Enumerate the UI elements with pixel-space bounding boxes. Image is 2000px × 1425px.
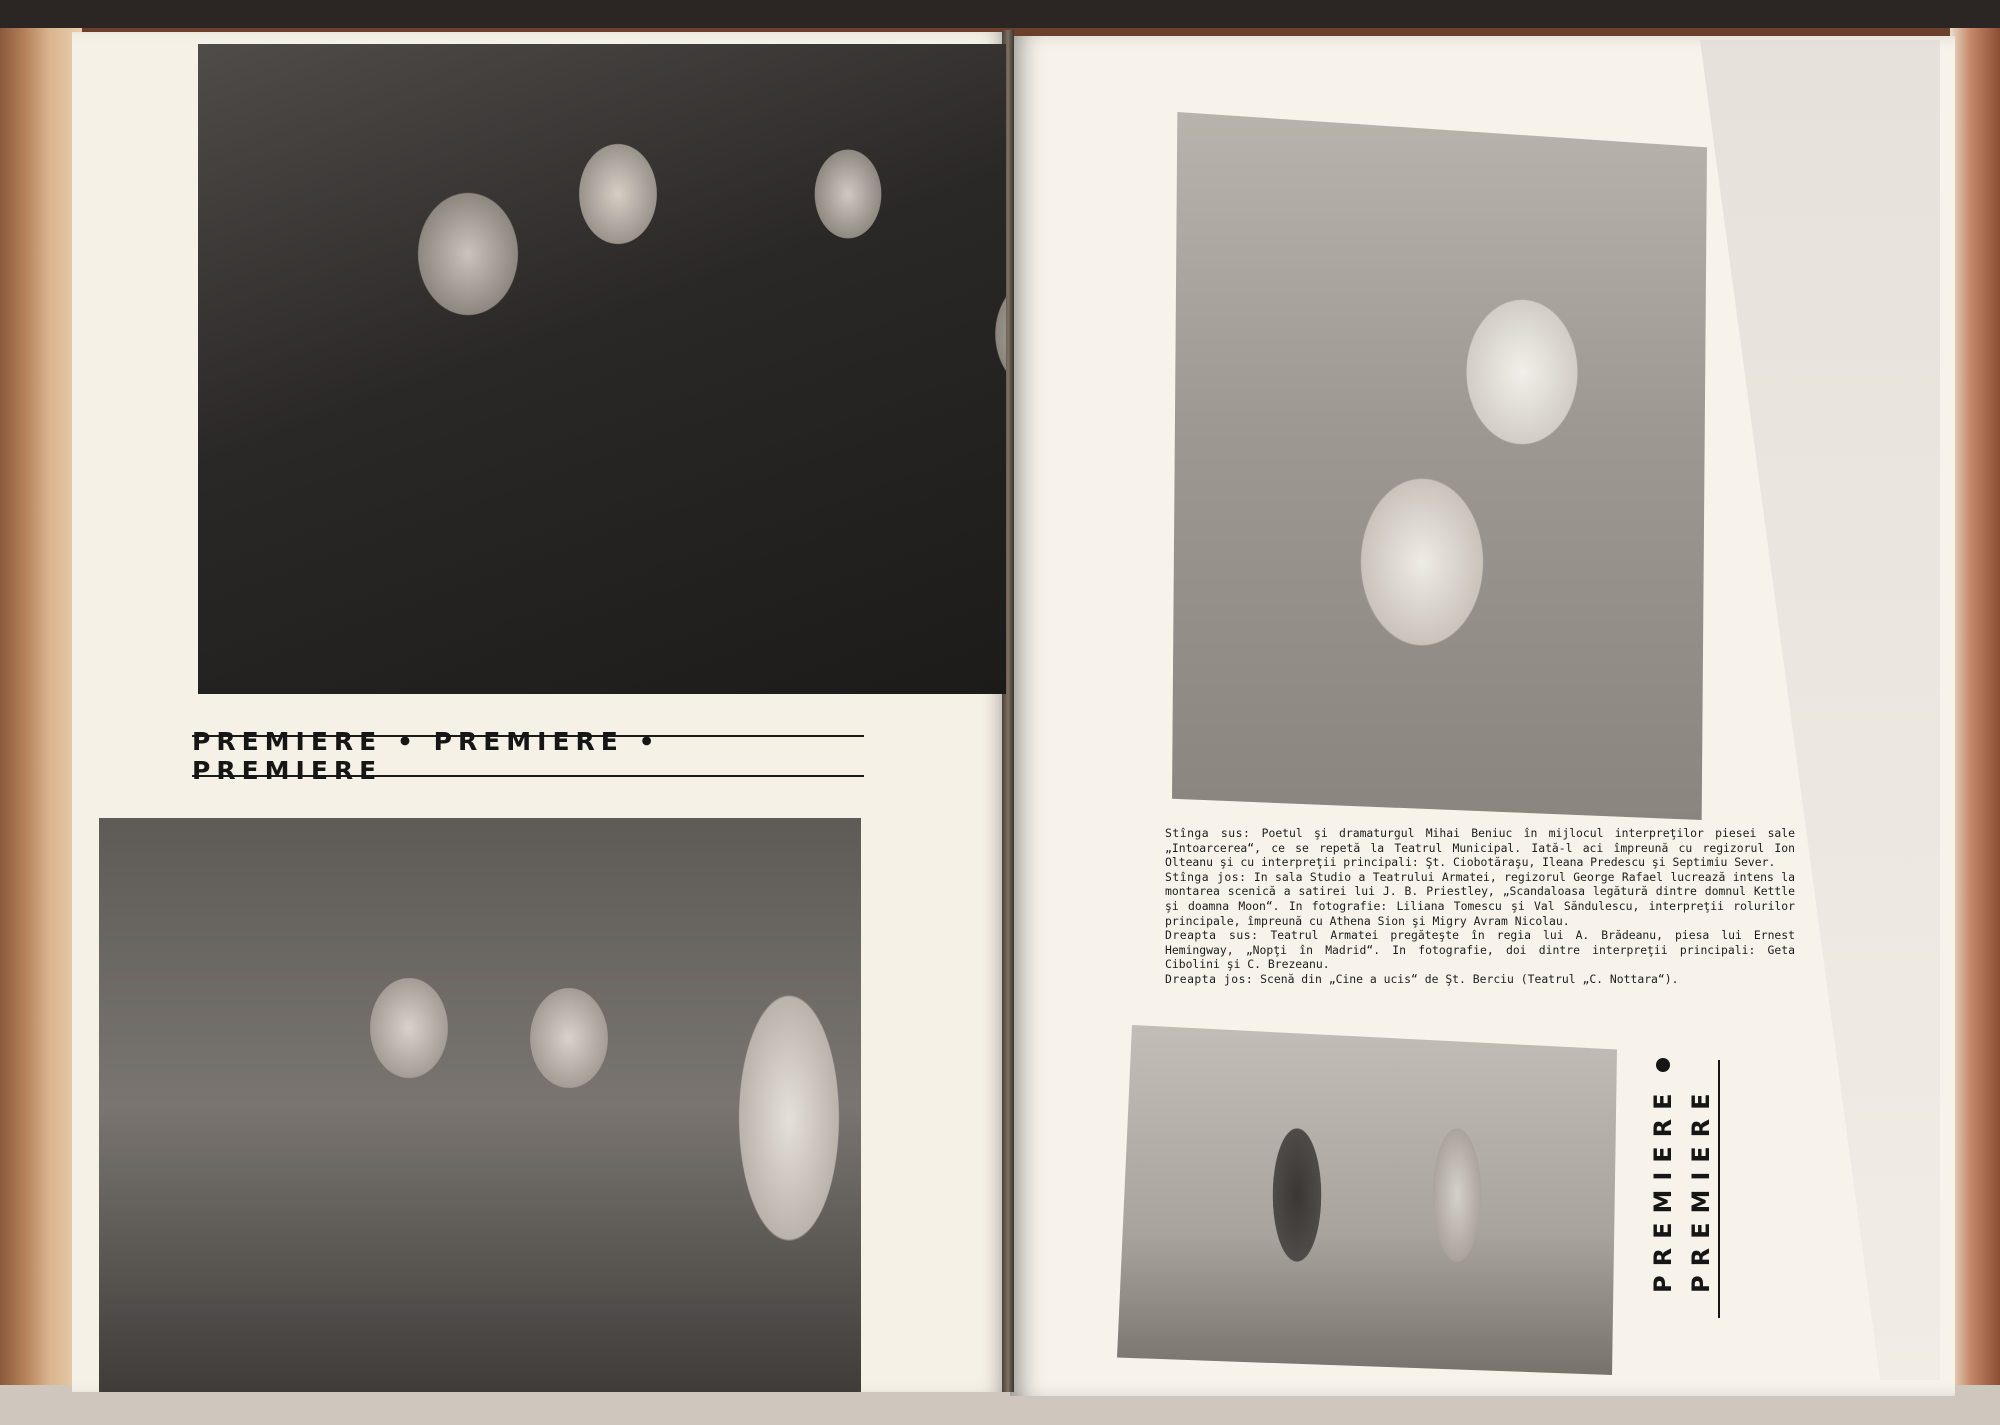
- caption-paragraph-1: [1165, 826, 1795, 870]
- caption-paragraph-3: [1165, 928, 1795, 972]
- caption-lead-3: Dreapta sus:: [1165, 928, 1259, 943]
- caption-paragraph-4: [1165, 972, 1795, 987]
- vertical-banner-rule: [1718, 1060, 1720, 1318]
- vertical-banner-text-2: PREMIERE: [1687, 1084, 1715, 1294]
- book-cover-left: [0, 28, 82, 1388]
- top-background-strip: [0, 0, 2000, 28]
- photo-stage-scene: [1117, 1025, 1617, 1375]
- book-cover-right: [1950, 28, 2000, 1388]
- caption-text-4: Scenă din „Cine a ucis“ de Şt. Berciu (Teatrul „C. Nottara“).: [1260, 971, 1679, 986]
- photo-actors-on-couch: [1172, 112, 1707, 820]
- photo-stage-rehearsal: [99, 818, 861, 1392]
- vertical-banner-text-1: PREMIERE: [1649, 1084, 1677, 1294]
- caption-lead-1: Stînga sus:: [1165, 826, 1251, 840]
- caption-text-1: Poetul şi dramaturgul Mihai Beniuc în mijlocul interpreţilor piesei sale „Intoarcerea“, ce se repetă la Teatrul Municipal. Iată-l aci împreună cu regizorul Ion Olteanu şi cu interpreţii principali: Şt. Ciobotăraşu, Ileana Predescu şi Septimiu Sever.: [1165, 826, 1795, 870]
- premiere-banner-horizontal: PREMIERE • PREMIERE • PREMIERE: [192, 735, 864, 777]
- premiere-banner-vertical: [1648, 1060, 1724, 1318]
- caption-lead-2: Stînga jos:: [1165, 869, 1247, 884]
- caption-lead-4: Dreapta jos:: [1165, 971, 1254, 986]
- caption-paragraph-2: [1165, 870, 1795, 928]
- caption-text-3: Teatrul Armatei pregăteşte în regia lui A. Brădeanu, piesa lui Ernest Hemingway, „Nopţi în Madrid“. In fotografie, doi dintre interpreţii principali: Geta Cibolini şi C. Brezeanu.: [1165, 928, 1796, 972]
- photo-captions: [1165, 826, 1795, 987]
- photo-reading-rehearsal: [198, 44, 1006, 694]
- caption-text-2: In sala Studio a Teatrului Armatei, regizorul George Rafael lucrează intens la montarea scenică a satirei lui J. B. Priestley, „Scandaloasa legătură dintre domnul Kettle şi doamna Moon“. In fotografie: Liliana Tomescu şi Val Săndulescu, interpreţii rolurilor principale, împreună cu Athena Sion şi Migry Avram Nicolau.: [1165, 869, 1796, 928]
